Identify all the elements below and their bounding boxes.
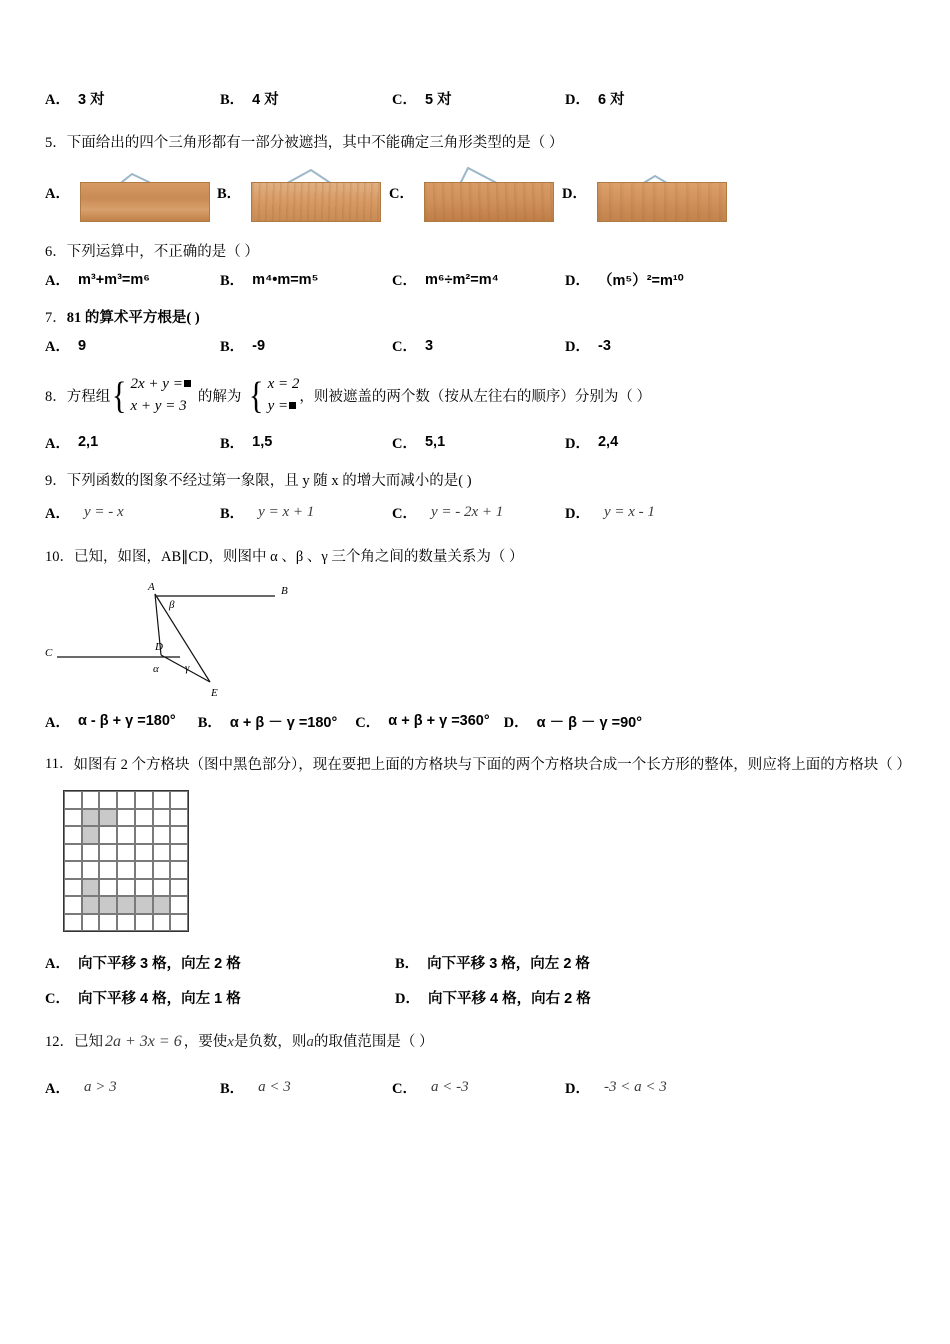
q10-options-row (45, 711, 910, 732)
option-label: B． (220, 505, 245, 522)
question-number: 11． (45, 755, 74, 772)
option-text: m⁴•m=m⁵ (252, 271, 319, 288)
option-text: m⁶÷m²=m⁴ (424, 271, 499, 288)
grid-cell (99, 791, 117, 809)
q12-options-row (45, 1077, 910, 1098)
q11-options-row-1 (45, 952, 910, 973)
grid-cell (82, 861, 100, 879)
triangle-wood-figure-b (251, 162, 379, 222)
option-a[interactable] (45, 88, 220, 109)
question-text-after: 的取值范围是（ ） (313, 1034, 434, 1051)
option-b[interactable] (198, 711, 338, 732)
option-formula: a < 3 (258, 1079, 291, 1096)
grid-cell-filled (117, 896, 135, 914)
grid-cell (82, 791, 100, 809)
option-label: D． (565, 339, 590, 355)
question-text-before: 方程组 (66, 389, 111, 406)
grid-cell (153, 844, 171, 862)
q7-options-row (45, 335, 910, 356)
question-number: 7． (45, 310, 67, 326)
option-label: A． (45, 92, 70, 108)
option-label: C． (392, 435, 417, 452)
option-text: 向下平移 3 格，向左 2 格 (427, 956, 590, 973)
option-text: α － β － γ =90° (536, 714, 643, 731)
question-number: 12． (45, 1034, 74, 1051)
page-content (45, 88, 910, 1098)
question-text-before: 已知 (74, 1034, 103, 1051)
option-text: 5,1 (424, 434, 446, 450)
question-text-middle: 的解为 (197, 389, 242, 406)
question-number: 10． (45, 548, 74, 565)
grid-cell (135, 809, 153, 827)
option-a[interactable] (45, 335, 220, 356)
grid-cell-filled (82, 879, 100, 897)
grid-cell-filled (82, 896, 100, 914)
grid-cell (64, 914, 82, 932)
formula: 2a + 3x = 6 (105, 1033, 182, 1051)
option-label: A． (45, 714, 70, 731)
grid-cell (153, 791, 171, 809)
option-label: A． (45, 505, 70, 522)
triangle-wood-figure-d (597, 162, 725, 222)
question-text: 下列函数的图象不经过第一象限，且 y 随 x 的增大而减小的是( ) (66, 472, 472, 489)
grid-cell (135, 791, 153, 809)
grid-cell-filled (135, 896, 153, 914)
triangle-wood-figure-c (424, 162, 552, 222)
q4-options-row (45, 88, 910, 109)
option-label: B． (217, 185, 242, 202)
option-b[interactable] (220, 502, 392, 523)
option-d[interactable] (565, 1077, 667, 1098)
option-text: 6 对 (597, 92, 625, 108)
grid-cell (153, 826, 171, 844)
option-label: D． (395, 991, 420, 1008)
option-b[interactable] (220, 1077, 392, 1098)
option-text: 9 (77, 337, 87, 354)
grid-cell (153, 809, 171, 827)
blackbox-icon (289, 402, 296, 409)
grid-figure (63, 790, 189, 932)
grid-cell (170, 879, 188, 897)
q5-options-row (45, 162, 910, 222)
option-d[interactable] (565, 432, 618, 453)
grid-cell (170, 791, 188, 809)
grid-cell (99, 914, 117, 932)
grid-cell (135, 844, 153, 862)
option-c[interactable] (392, 269, 565, 290)
q8-options-row (45, 432, 910, 453)
grid-cell (117, 791, 135, 809)
option-label: C． (392, 339, 417, 355)
option-text: α - β + γ =180° (77, 713, 176, 729)
option-b[interactable] (220, 335, 392, 356)
label-gamma: γ (185, 661, 190, 674)
question-text: 下面给出的四个三角形都有一部分被遮挡，其中不能确定三角形类型的是（ ） (66, 135, 564, 151)
grid-cell (117, 914, 135, 932)
grid-cell-filled (153, 896, 171, 914)
option-formula: y = x - 1 (603, 503, 655, 520)
option-formula: a > 3 (83, 1079, 117, 1096)
option-a[interactable] (45, 1077, 220, 1098)
option-c[interactable] (45, 987, 395, 1008)
option-label: C． (392, 92, 417, 108)
triangle-wood-figure-a (80, 162, 208, 222)
question-number: 9． (45, 472, 67, 489)
label-C: C (45, 646, 53, 659)
grid-cell-filled (82, 809, 100, 827)
option-text: 1,5 (252, 434, 273, 450)
option-label: D． (565, 505, 590, 522)
option-text: 3 对 (77, 92, 105, 108)
grid-cell (170, 896, 188, 914)
question-8 (45, 374, 910, 418)
grid-cell (64, 879, 82, 897)
grid-cell (99, 879, 117, 897)
option-label: A． (45, 339, 70, 355)
wood-block (251, 182, 381, 222)
question-text: 下列运算中，不正确的是（ ） (66, 244, 259, 260)
question-text-after: ，则被遮盖的两个数（按从左往右的顺序）分别为（ ） (299, 389, 652, 406)
option-label: D． (503, 714, 529, 731)
grid-cell (153, 914, 171, 932)
left-brace-icon: { (112, 374, 127, 417)
option-label: B． (220, 1081, 245, 1098)
grid-cell (153, 861, 171, 879)
option-c[interactable] (392, 502, 565, 523)
grid-cell (64, 809, 82, 827)
grid-cell (99, 861, 117, 879)
grid-cell (117, 809, 135, 827)
question-text: 81 的算术平方根是( ) (66, 310, 200, 326)
grid-cell (117, 879, 135, 897)
grid-cell (135, 914, 153, 932)
option-c[interactable] (392, 432, 565, 453)
option-label: B． (197, 714, 222, 731)
grid-cell (64, 844, 82, 862)
grid-cell (170, 844, 188, 862)
option-b[interactable] (395, 952, 590, 973)
option-d[interactable] (562, 162, 725, 222)
option-a[interactable] (45, 711, 176, 732)
option-label: B． (220, 273, 245, 289)
label-E: E (211, 686, 218, 699)
system-lines (266, 374, 300, 418)
option-label: A． (45, 435, 70, 452)
option-label: A． (45, 185, 70, 202)
option-formula: -3 < a < 3 (603, 1079, 667, 1096)
question-7 (45, 306, 910, 327)
option-text: 向下平移 4 格，向右 2 格 (427, 991, 591, 1008)
option-text: 向下平移 4 格，向左 1 格 (77, 991, 241, 1008)
option-d[interactable] (565, 502, 655, 523)
system-line-1: 2x + y = (131, 374, 192, 396)
q11-figure (63, 790, 910, 932)
grid-cell (170, 809, 188, 827)
grid-cell (82, 844, 100, 862)
option-text: 5 对 (424, 92, 452, 108)
option-text: -3 (597, 337, 611, 354)
option-label: C． (355, 714, 381, 731)
option-label: C． (389, 185, 414, 202)
option-c[interactable] (392, 88, 565, 109)
option-a[interactable] (45, 269, 220, 290)
grid-cell (64, 896, 82, 914)
question-text-middle-2: 是负数，则 (233, 1034, 307, 1051)
option-formula: y = x + 1 (258, 503, 315, 520)
grid-cell-filled (99, 896, 117, 914)
option-text: （m⁵）²=m¹⁰ (597, 273, 684, 289)
question-number: 5． (45, 135, 67, 151)
option-text: α + β + γ =360° (388, 713, 490, 729)
question-text: 已知，如图，AB∥CD，则图中 α 、β 、γ 三个角之间的数量关系为（ ） (74, 548, 524, 565)
grid-cell (117, 826, 135, 844)
label-alpha: α (153, 662, 159, 675)
option-label: D． (565, 1081, 590, 1098)
grid-cell (64, 826, 82, 844)
grid-cell (153, 879, 171, 897)
option-d[interactable] (395, 987, 591, 1008)
option-label: B． (220, 92, 245, 108)
option-label: A． (45, 1081, 70, 1098)
option-text: m³+m³=m⁶ (77, 271, 150, 288)
option-a[interactable] (45, 432, 220, 453)
option-label: C． (392, 1081, 417, 1098)
question-number: 8． (45, 389, 67, 406)
label-B: B (281, 584, 288, 597)
question-9 (45, 469, 910, 490)
option-label: D． (565, 435, 590, 452)
grid-cell (117, 861, 135, 879)
option-b[interactable] (220, 88, 392, 109)
grid-cell (82, 914, 100, 932)
option-label: A． (45, 956, 70, 973)
option-text: 4 对 (252, 92, 279, 108)
option-label: D． (562, 185, 587, 202)
option-c[interactable] (392, 1077, 565, 1098)
option-text: 3 (424, 337, 434, 354)
option-label: A． (45, 273, 70, 289)
question-12 (45, 1030, 910, 1051)
option-b[interactable] (217, 162, 389, 222)
option-formula: y = - 2x + 1 (430, 503, 504, 520)
wood-block (80, 182, 210, 222)
option-text: -9 (252, 337, 266, 354)
option-text: 2,4 (597, 434, 619, 450)
option-a[interactable] (45, 162, 217, 222)
option-text: 2,1 (77, 434, 99, 450)
grid-cell-filled (82, 826, 100, 844)
label-A: A (148, 580, 155, 593)
question-text: 如图有 2 个方格块（图中黑色部分），现在要把上面的方格块与下面的两个方格块合成一个长方形的整体，则应将上面的方格块（ ） (73, 756, 911, 773)
option-d[interactable] (565, 335, 611, 356)
system-lines (129, 374, 192, 418)
grid-cell (117, 844, 135, 862)
option-formula: a < -3 (430, 1079, 469, 1096)
wood-block (597, 182, 727, 222)
grid-cell (99, 826, 117, 844)
option-label: B． (395, 956, 420, 973)
option-formula: y = - x (83, 503, 124, 520)
option-d[interactable] (504, 711, 642, 732)
option-label: D． (565, 273, 590, 289)
system-line-2: x + y = 3 (130, 397, 187, 414)
question-number: 6． (45, 244, 67, 260)
option-d[interactable] (565, 269, 684, 290)
q9-options-row (45, 502, 910, 523)
angle-diagram (45, 572, 325, 707)
option-label: D． (565, 92, 590, 108)
question-5 (45, 131, 910, 152)
option-label: C． (45, 991, 70, 1008)
label-beta: β (169, 598, 175, 611)
option-c[interactable] (389, 162, 562, 222)
wood-block (424, 182, 554, 222)
variable-a: a (306, 1034, 314, 1051)
grid-cell (135, 826, 153, 844)
option-d[interactable] (565, 88, 625, 109)
option-text: α + β － γ =180° (229, 714, 338, 731)
system-line-1: x = 2 (267, 376, 300, 392)
grid-cell-filled (99, 809, 117, 827)
option-c[interactable] (355, 711, 489, 732)
grid-cell (170, 861, 188, 879)
option-label: B． (220, 339, 245, 355)
left-brace-icon: { (249, 374, 264, 417)
option-b[interactable] (220, 432, 392, 453)
question-10 (45, 545, 910, 566)
equation-system-1 (110, 374, 192, 418)
grid-cell (135, 861, 153, 879)
option-c[interactable] (392, 335, 565, 356)
blackbox-icon (184, 380, 191, 387)
variable-x: x (227, 1034, 234, 1051)
option-a[interactable] (45, 502, 220, 523)
option-text: 向下平移 3 格，向左 2 格 (77, 956, 241, 973)
grid-cell (170, 914, 188, 932)
option-label: B． (220, 435, 245, 452)
system-line-2: y = (268, 396, 300, 418)
q10-figure (45, 572, 910, 707)
question-text-middle: ，要使 (183, 1034, 228, 1051)
question-6 (45, 240, 910, 261)
option-b[interactable] (220, 269, 392, 290)
grid-cell (99, 844, 117, 862)
grid-cell (64, 861, 82, 879)
option-label: C． (392, 505, 417, 522)
equation-system-2 (247, 374, 299, 418)
grid-cell (135, 879, 153, 897)
grid-cell (170, 826, 188, 844)
option-a[interactable] (45, 952, 395, 973)
q6-options-row (45, 269, 910, 290)
label-D: D (155, 640, 163, 653)
option-label: C． (392, 273, 417, 289)
grid-cell (64, 791, 82, 809)
question-11 (45, 752, 910, 779)
q11-options-row-2 (45, 987, 910, 1008)
